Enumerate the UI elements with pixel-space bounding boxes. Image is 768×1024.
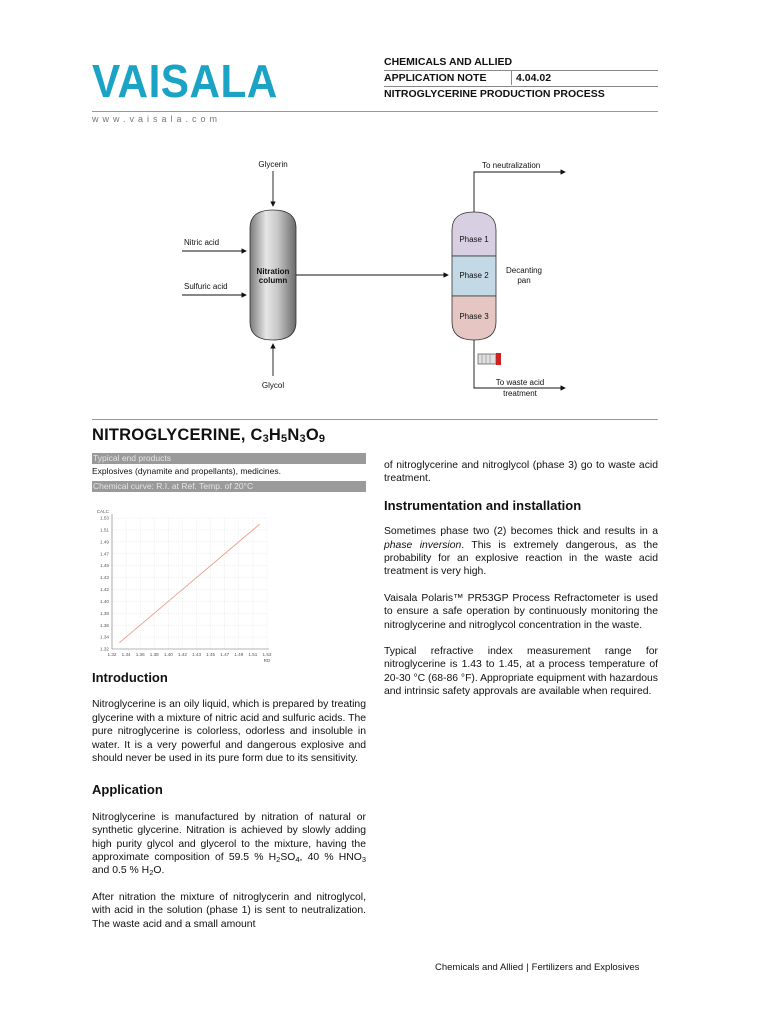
- end-products-heading: Typical end products: [92, 453, 366, 464]
- introduction-section: [92, 671, 366, 931]
- application-text-1: Nitroglycerine is manufactured by nitration of natural or synthetic glycerine. Nitration is achieved by slowly adding high purity glycol and glycerol to the mixture, having the approximate composition of 59.5 % $H_2SO_4$, 40 % $HNO_3$ and 0.5 % $H_2O$.: [92, 811, 366, 878]
- instrumentation-heading: Instrumentation and installation: [384, 497, 582, 513]
- chart-y-tick-label: 1.47: [100, 551, 109, 557]
- header-divider: [384, 70, 658, 71]
- chart-y-tick-label: 1.34: [100, 634, 109, 640]
- top-rule: [92, 111, 658, 112]
- page-title: NITROGLYCERINE, $C_3H_5N_3O_9$: [92, 426, 326, 445]
- chart-x-axis-label: RD: [263, 658, 271, 662]
- section-rule: [92, 419, 658, 420]
- to-neutralization-arrow: [474, 172, 565, 212]
- chart-y-tick-label: 1.51: [100, 527, 109, 533]
- sulfuric-acid-label: Sulfuric acid: [184, 282, 228, 291]
- pan-label-line1: Decanting: [505, 266, 543, 275]
- waste-label-line1: To waste acid: [495, 378, 545, 387]
- chart-y-tick-label: 1.40: [100, 598, 109, 604]
- application-text-2: After nitration the mixture of nitroglycerin and nitroglycol, with acid in the solution (phase 1) is sent to neutralization. The waste acid and a small amount: [92, 891, 366, 930]
- curve-heading: Chemical curve: R.I. at Ref. Temp. of 20°C: [92, 481, 366, 492]
- application-heading: Application: [92, 782, 163, 798]
- chart-x-tick-label: 1.34: [121, 652, 131, 657]
- chart-x-tick-label: 1.32: [107, 652, 117, 657]
- chart-y-tick-label: 1.49: [100, 539, 109, 545]
- to-neutralization-label: To neutralization: [482, 161, 541, 170]
- waste-label-line2: treatment: [503, 389, 537, 398]
- chart-y-tick-label: 1.36: [100, 622, 109, 628]
- phase2-label: Phase 2: [459, 271, 489, 280]
- footer: Chemicals and Allied | Fertilizers and Explosives: [435, 962, 640, 973]
- website-url: www.vaisala.com: [92, 114, 222, 124]
- chart-x-tick-label: 1.40: [163, 652, 173, 657]
- chart-y-tick-label: 1.45: [100, 563, 109, 569]
- chart-x-tick-label: 1.47: [220, 652, 230, 657]
- vaisala-logo: VAISALA: [92, 55, 278, 107]
- phase1-label: Phase 1: [459, 235, 489, 244]
- chart-y-tick-label: 1.38: [100, 610, 109, 616]
- header-category: CHEMICALS AND ALLIED: [384, 56, 513, 68]
- chart-x-tick-label: 1.42: [177, 652, 187, 657]
- refractometer-sensor-icon: [478, 353, 501, 365]
- chart-x-tick-label: 1.45: [206, 652, 216, 657]
- glycerin-label: Glycerin: [258, 160, 288, 169]
- nitric-acid-label: Nitric acid: [184, 238, 220, 247]
- instrumentation-text-3: Typical refractive index measurement range for nitroglycerine is 1.43 to 1.45, at a process temperature of 20-30 °C (68-86 °F). Appropriate equipment with hazardous and intrinsic safety approvals are available when required.: [384, 646, 658, 698]
- process-diagram: [170, 150, 590, 405]
- introduction-heading: Introduction: [92, 670, 168, 685]
- chart-x-tick-label: 1.51: [248, 652, 258, 657]
- chart-y-axis-label: CALC: [96, 509, 109, 514]
- chart-y-tick-label: 1.43: [100, 575, 109, 581]
- glycol-label: Glycol: [261, 381, 285, 390]
- instrumentation-text-1: Sometimes phase two (2) becomes thick and results in a phase inversion. This is extremely dangerous, as the probability for an explosive reaction in the waste acid treatment is very high.: [384, 526, 658, 578]
- pan-label-line2: pan: [517, 276, 531, 285]
- column-label-line1: Nitration: [256, 267, 290, 276]
- end-products-text: Explosives (dynamite and propellants), medicines.: [92, 466, 281, 476]
- header-separator: [511, 71, 512, 85]
- chart-x-tick-label: 1.43: [192, 652, 202, 657]
- header-note-number: 4.04.02: [516, 72, 552, 84]
- chart-x-tick-label: 1.36: [135, 652, 145, 657]
- chart-y-tick-label: 1.32: [100, 646, 109, 652]
- column-label-line2: column: [258, 276, 288, 285]
- chart-x-tick-label: 1.49: [234, 652, 244, 657]
- chart-y-tick-label: 1.42: [100, 587, 109, 593]
- header-note-label: APPLICATION NOTE: [384, 72, 487, 84]
- phase3-label: Phase 3: [459, 312, 489, 321]
- header-process: NITROGLYCERINE PRODUCTION PROCESS: [384, 88, 605, 100]
- right-column: [384, 459, 658, 699]
- chart-x-tick-label: 1.53: [262, 652, 272, 657]
- chart-y-tick-label: 1.53: [100, 515, 109, 521]
- chart-x-tick-label: 1.38: [149, 652, 159, 657]
- instrumentation-text-2: Vaisala Polaris™ PR53GP Process Refractometer is used to ensure a safe operation by continuously monitoring the nitroglycerine and nitroglycol concentration in the waste.: [384, 592, 658, 631]
- application-text-2-continued: of nitroglycerine and nitroglycol (phase 3) go to waste acid treatment.: [384, 460, 658, 485]
- introduction-text: Nitroglycerine is an oily liquid, which is prepared by treating glycerine with a mixture of nitric acid and sulfuric acids. The pure nitroglycerine is colorless, odorless and insoluble in water. It is a very powerful and dangerous explosive and should never be used in its pure form due to its sensitivity.: [92, 699, 366, 765]
- header-divider: [384, 86, 658, 87]
- refractive-index-chart: [92, 506, 272, 662]
- phase1-region: [452, 212, 496, 256]
